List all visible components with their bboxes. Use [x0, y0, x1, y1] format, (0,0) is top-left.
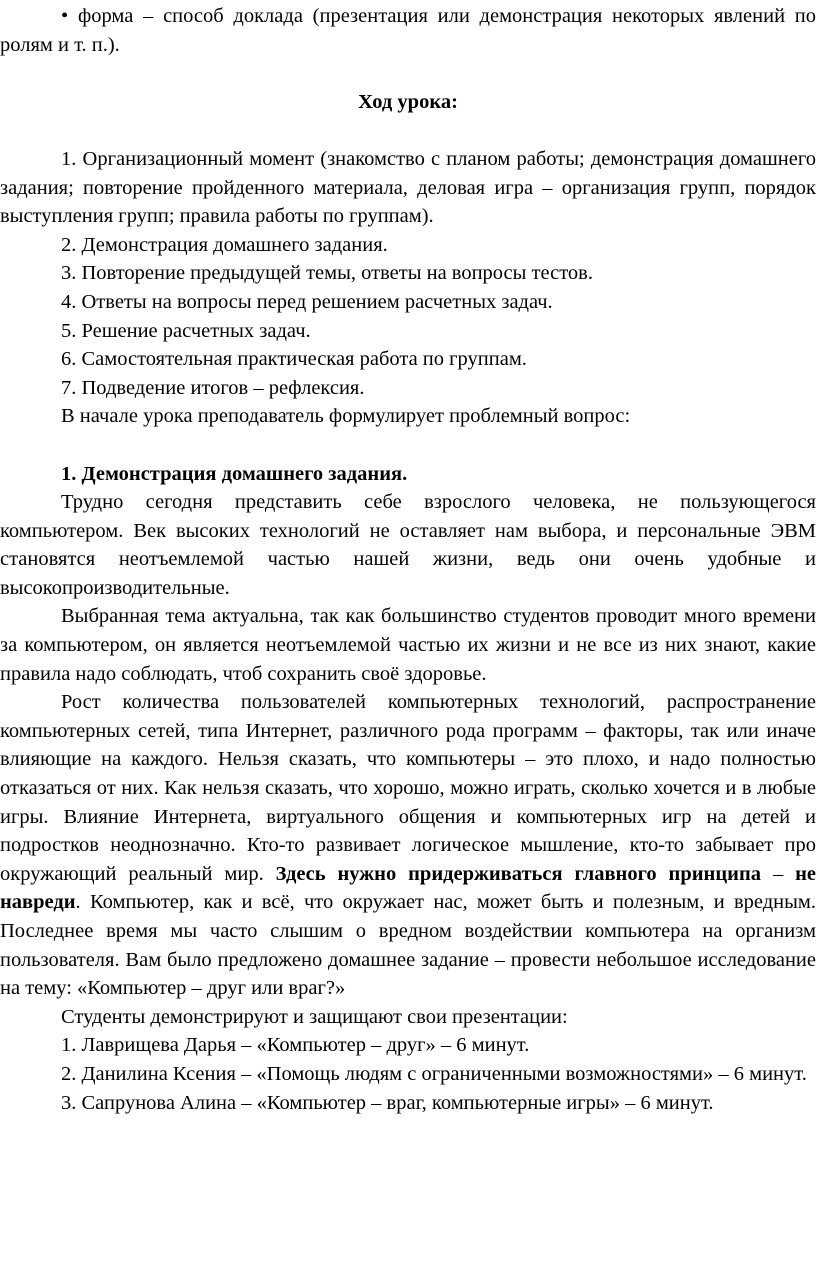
intro-text: форма – способ доклада (презентация или демонстрация некоторых явлений по ролям и т. п.).: [0, 5, 816, 56]
bullet-glyph: •: [61, 5, 69, 27]
plan-item: 6. Самостоятельная практическая работа по группам.: [61, 348, 527, 371]
plan-item: 4. Ответы на вопросы перед решением расчетных задач.: [61, 290, 553, 313]
section-title-text: 1. Демонстрация домашнего задания.: [61, 462, 408, 485]
paragraph-3: [0, 688, 816, 1003]
problem-question-line: В начале урока преподаватель формулирует проблемный вопрос:: [61, 405, 631, 428]
principle-bold-a: Здесь нужно придерживаться главного принципа: [275, 862, 762, 885]
lesson-heading: Ход урока:: [358, 90, 458, 113]
plan-item: 7. Подведение итогов – рефлексия.: [61, 376, 365, 399]
section-title: [0, 460, 816, 489]
principle-bold-b: не навреди: [0, 862, 816, 914]
presentation-item: 1. Лаврищева Дарья – «Компьютер – друг» – 6 минут.: [61, 1034, 530, 1057]
presentation-item: 2. Данилина Ксения – «Помощь людям с ограниченными возможностями» – 6 минут.: [61, 1062, 807, 1085]
plan-item: 2. Демонстрация домашнего задания.: [61, 233, 388, 256]
presentation-item: 3. Сапрунова Алина – «Компьютер – враг, компьютерные игры» – 6 минут.: [61, 1091, 714, 1114]
paragraph-3-text-a: Рост количества пользователей компьютерных технологий, распространение компьютерных сетей, типа Интернет, различного рода программ – факторы, так или иначе влияющие на каждого. Нельзя сказать, что компьютеры – это плохо, и надо полностью отказаться от них. Как нельзя сказать, что хорошо, можно играть, сколько хочется и в любые игры. Влияние Интернета, виртуального общения и компьютерных игр на детей и подростков неоднозначно. Кто-то развивает логическое мышление, кто-то забывает про окружающий реальный мир.: [0, 691, 816, 885]
paragraph-3-text-b: . Компьютер, как и всё, что окружает нас, может быть и полезным, и вредным. Последнее время мы часто слышим о вредном воздействии компьютера на организм пользователя. Вам было предложено домашнее задание – провести небольшое исследование на тему: «Компьютер – друг или враг?»: [0, 891, 816, 1000]
plan-item: 3. Повторение предыдущей темы, ответы на вопросы тестов.: [61, 262, 593, 285]
paragraph-2: Выбранная тема актуальна, так как большинство студентов проводит много времени за компьютером, он является неотъемлемой частью их жизни и не все из них знают, какие правила надо соблюдать, чтоб сохранить своё здоровье.: [0, 605, 816, 685]
students-intro: Студенты демонстрируют и защищают свои презентации:: [61, 1005, 568, 1028]
principle-dash: –: [761, 862, 796, 885]
paragraph-1: Трудно сегодня представить себе взрослого человека, не пользующегося компьютером. Век высоких технологий не оставляет нам выбора, и персональные ЭВМ становятся неотъемлемой частью нашей жизни, ведь они очень удобные и высокопроизводительные.: [0, 491, 816, 599]
plan-item: 1. Организационный момент (знакомство с планом работы; демонстрация домашнего задания; повторение пройденного материала, деловая игра – организация групп, порядок выступления групп; правила работы по группам).: [0, 147, 816, 228]
plan-item: 5. Решение расчетных задач.: [61, 319, 311, 342]
intro-bullet-paragraph: [0, 2, 816, 59]
spacer: [0, 59, 816, 88]
spacer: [0, 116, 816, 145]
spacer: [0, 431, 816, 460]
